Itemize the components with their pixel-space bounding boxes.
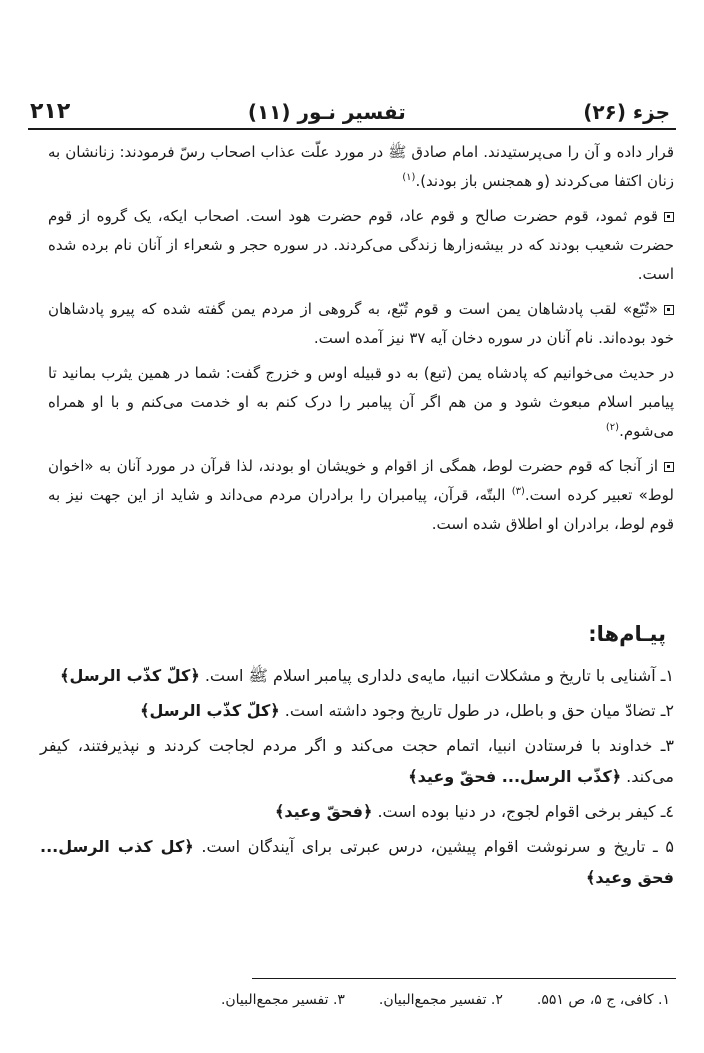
messages-list <box>40 660 674 897</box>
message-item <box>40 796 674 827</box>
bullet-paragraph <box>48 295 674 353</box>
paragraph-text: «تُبّع» لقب پادشاهان یمن است و قوم تُبّع، به گروهی از مردم یمن گفته شده که پیرو پادشاهان خود بوده‌اند. نام آنان در سوره دخان آیه ۳۷ نیز آمده است. <box>48 300 674 347</box>
message-item <box>40 730 674 792</box>
paragraph-text: از آنجا که قوم حضرت لوط، همگی از اقوام و خویشان او بودند، لذا قرآن در مورد آنان به «اخوان لوط» تعبیر کرده است. <box>48 457 675 504</box>
body-text <box>48 138 674 545</box>
bullet-paragraph <box>48 202 674 289</box>
footnote-ref: (۱) <box>402 172 416 183</box>
quran-quote: ﴿کلّ کذّب الرسل﴾ <box>140 701 280 720</box>
message-text: ۵ ـ تاریخ و سرنوشت اقوام پیشین، درس عبرتی برای آیندگان است. <box>201 837 675 856</box>
bullet-paragraph <box>48 452 674 539</box>
message-text: ۲ـ تضادّ میان حق و باطل، در طول تاریخ وجود داشته است. <box>284 701 674 720</box>
quran-quote: ﴿فحقّ وعید﴾ <box>274 802 373 821</box>
header-rule <box>28 128 676 130</box>
paragraph <box>48 359 674 446</box>
messages-heading: پیـام‌ها: <box>588 622 666 646</box>
quran-quote: ﴿کلّ کذّب الرسل﴾ <box>60 666 200 685</box>
footnotes <box>221 992 670 1008</box>
message-text: ۱ـ آشنایی با تاریخ و مشکلات انبیا، مایه‌ی دلداری پیامبر اسلام ﷺ است. <box>204 666 674 685</box>
footnote: ۲. تفسیر مجمع‌البیان. <box>378 992 503 1008</box>
paragraph <box>48 138 674 196</box>
paragraph-text: در حدیث می‌خوانیم که پادشاه یمن (تبع) به دو قبیله اوس و خزرج گفت: شما در همین یثرب بمانید تا پیامبر اسلام مبعوث شود و من هم اگر آن پیامبر را درک کنم به او خدمت می‌کنم و با او همراه می‌شوم. <box>48 364 674 440</box>
message-text: ۳ـ خداوند با فرستادن انبیا، اتمام حجت می‌کند و اگر مردم لجاجت کردند و نپذیرفتند، کیفر می‌کند. <box>40 736 674 786</box>
paragraph-text: قوم ثمود، قوم حضرت صالح و قوم عاد، قوم حضرت هود است. اصحاب ایکه، یک گروه از قوم حضرت شعیب بودند که در بیشه‌زارها زندگی می‌کردند. در سوره حجر و شعراء از آنان نام برده شده است. <box>48 207 674 283</box>
page-header <box>30 90 670 124</box>
message-item <box>40 831 674 893</box>
message-text: ٤ـ کیفر برخی اقوام لجوج، در دنیا بوده است. <box>377 802 674 821</box>
footnote: ۳. تفسیر مجمع‌البیان. <box>220 992 345 1008</box>
juz-label: جزء (۲۶) <box>583 100 670 124</box>
footnote-ref: (۲) <box>605 422 620 433</box>
page-number: ۲۱۲ <box>30 99 71 124</box>
paragraph-text-continued: البتّه، قرآن، پیامبران را برادران مردم می‌داند و شاید از این جهت نیز به قوم لوط، برادران او اطلاق شده است. <box>48 486 674 533</box>
message-item <box>40 695 674 726</box>
footnote-ref: (۳) <box>511 486 525 497</box>
footnote: ۱. کافی، ج ۵، ص ۵۵۱. <box>536 992 670 1008</box>
bullet-square-icon <box>664 212 674 222</box>
quran-quote: ﴿کل کذب الرسل... فحق وعید﴾ <box>40 837 674 887</box>
quran-quote: ﴿کذّب الرسل... فحقّ وعید﴾ <box>408 767 622 786</box>
bullet-square-icon <box>664 462 674 472</box>
bullet-square-icon <box>664 305 674 315</box>
paragraph-text: قرار داده و آن را می‌پرستیدند. امام صادق ﷺ در مورد علّت عذاب اصحاب رسّ فرمودند: زنانشان به زنان اکتفا می‌کردند (و همجنس باز بودند). <box>48 143 674 190</box>
book-title: تفسیر نـور (۱۱) <box>247 100 406 124</box>
footnote-rule <box>252 978 676 979</box>
message-item <box>40 660 674 691</box>
